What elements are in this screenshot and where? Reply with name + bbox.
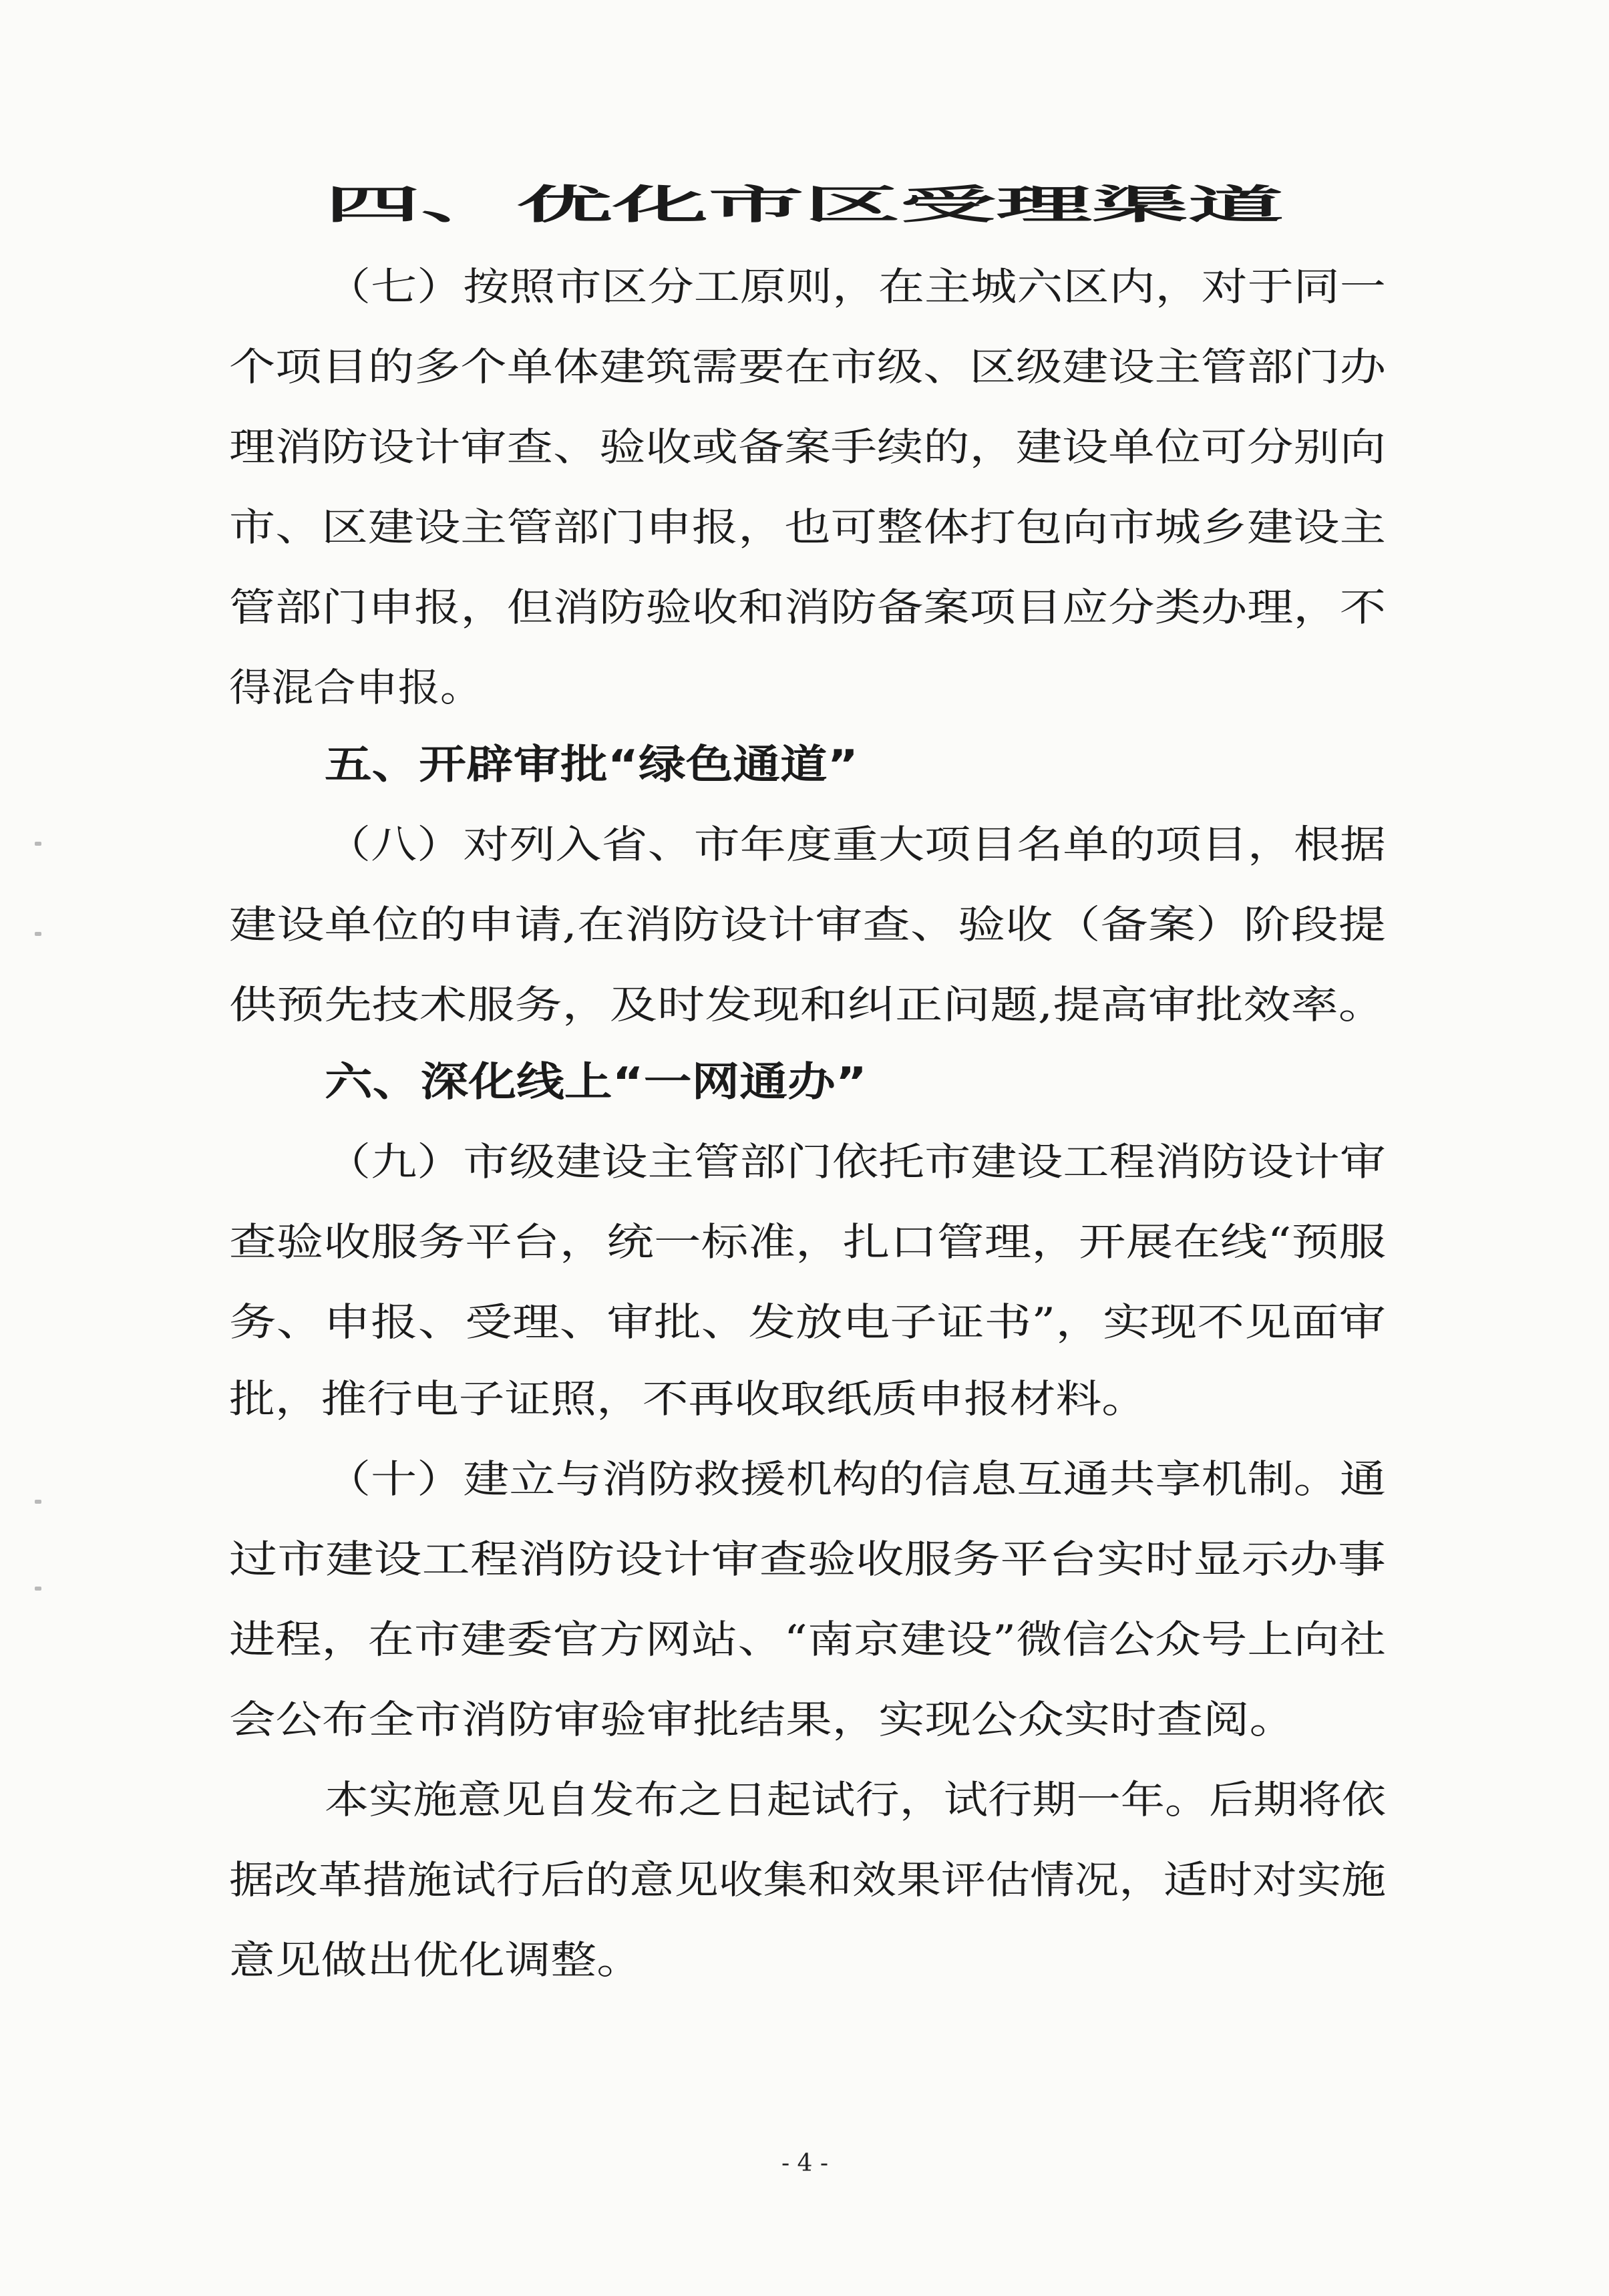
paragraph-9-line-4: 批，推行电子证照，不再收取纸质申报材料。 [229, 1376, 1147, 1422]
closing-paragraph-line-1: 本实施意见自发布之日起试行，试行期一年。后期将依 [325, 1777, 1386, 1822]
paragraph-10-line-4: 会公布全市消防审验审批结果，实现公众实时查阅。 [229, 1697, 1296, 1742]
paragraph-7-line-1: （七）按照市区分工原则，在主城六区内，对于同一 [325, 264, 1386, 309]
paragraph-7-line-2: 个项目的多个单体建筑需要在市级、区级建设主管部门办 [229, 344, 1386, 389]
paragraph-7-line-4: 市、区建设主管部门申报，也可整体打包向市城乡建设主 [229, 504, 1386, 550]
section-heading-6: 六、深化线上“一网通办” [325, 1059, 867, 1106]
paragraph-9-line-3: 务、申报、受理、审批、发放电子证书”，实现不见面审 [229, 1299, 1386, 1345]
paragraph-8-line-2: 建设单位的申请,在消防设计审查、验收（备案）阶段提 [229, 902, 1386, 947]
paragraph-8-line-3: 供预先技术服务，及时发现和纠正问题,提高审批效率。 [229, 982, 1386, 1027]
paragraph-9-line-2: 查验收服务平台，统一标准，扎口管理，开展在线“预服 [229, 1219, 1386, 1265]
paragraph-7-line-6: 得混合申报。 [229, 665, 482, 710]
scan-speck [35, 1500, 41, 1504]
paragraph-7-line-3: 理消防设计审查、验收或备案手续的，建设单位可分别向 [229, 424, 1386, 470]
paragraph-9-line-1: （九）市级建设主管部门依托市建设工程消防设计审 [325, 1139, 1386, 1184]
paragraph-8-line-1: （八）对列入省、市年度重大项目名单的项目，根据 [325, 822, 1386, 867]
section-heading-5: 五、开辟审批“绿色通道” [325, 742, 858, 788]
section-heading-4: 四、优化市区受理渠道 [325, 182, 1284, 228]
closing-paragraph-line-2: 据改革措施试行后的意见收集和效果评估情况，适时对实施 [229, 1857, 1386, 1903]
page-number: - 4 - [781, 2150, 829, 2177]
scan-speck [35, 842, 41, 846]
scan-speck [35, 1587, 41, 1591]
paragraph-10-line-2: 过市建设工程消防设计审查验收服务平台实时显示办事 [229, 1536, 1386, 1582]
closing-paragraph-line-3: 意见做出优化调整。 [229, 1937, 643, 1983]
paragraph-7-line-5: 管部门申报，但消防验收和消防备案项目应分类办理，不 [229, 585, 1386, 630]
scan-speck [35, 932, 41, 936]
paragraph-10-line-3: 进程，在市建委官方网站、“南京建设”微信公众号上向社 [229, 1617, 1386, 1662]
paragraph-10-line-1: （十）建立与消防救援机构的信息互通共享机制。通 [325, 1456, 1386, 1502]
